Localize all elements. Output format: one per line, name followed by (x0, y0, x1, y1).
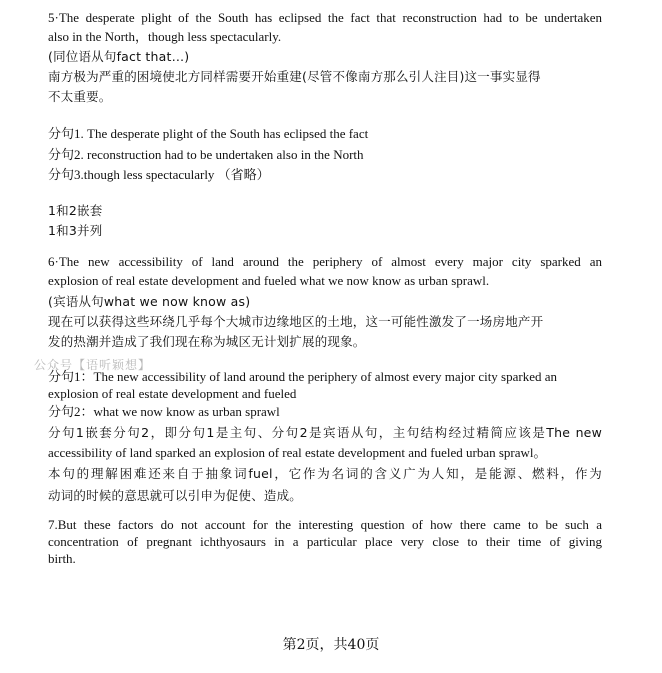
item7-sentence-line1: 7.But these factors do not account for the interesting question of how there came to be such a (48, 517, 602, 532)
item6-analysis-line2: accessibility of land sparked an explosion of real estate development and fueled urban sprawl。 (48, 445, 547, 460)
item7-sentence-line2: concentration of pregnant ichthyosaurs in a particular place very close to their time of giving (48, 534, 602, 549)
item6-clause1-line2: explosion of real estate development and fueled (48, 386, 297, 401)
item6-analysis-line3: 本句的理解困难还来自于抽象词fuel，它作为名词的含义广为人知，是能源、燃料，作为 (48, 466, 602, 481)
item6-analysis-line1: 分句1嵌套分句2，即分句1是主句、分句2是宾语从句，主句结构经过精简应该是The new (48, 425, 602, 440)
item5-note: (同位语从句fact that…) (48, 49, 190, 64)
item6-analysis-line4: 动词的时候的意思就可以引申为促使、造成。 (48, 488, 303, 503)
item6-sentence-line2: explosion of real estate development and fueled what we now know as urban sprawl. (48, 273, 490, 288)
watermark: 公众号【语听颖想】 (34, 358, 152, 372)
item6-sentence-line1: 6·The new accessibility of land around the periphery of almost every major city sparked an (48, 254, 602, 269)
item6-note: (宾语从句what we now know as) (48, 294, 251, 309)
item6-clause2: 分句2：what we now know as urban sprawl (48, 404, 280, 419)
item7-sentence-line3: birth. (48, 551, 76, 566)
item6-translation-line2: 发的热潮并造成了我们现在称为城区无计划扩展的现象。 (48, 334, 366, 349)
item5-relation1: 1和2嵌套 (48, 203, 103, 218)
item5-translation-line1: 南方极为严重的困境使北方同样需要开始重建(尽管不像南方那么引人注目)这一事实显得 (48, 69, 541, 84)
item5-relation2: 1和3并列 (48, 223, 103, 238)
item5-clause2: 分句2. reconstruction had to be undertaken also in the North (48, 147, 364, 162)
item5-clause1: 分句1. The desperate plight of the South has eclipsed the fact (48, 126, 369, 141)
page-footer: 第2页，共40页 (282, 637, 380, 653)
item6-translation-line1: 现在可以获得这些环绕几乎每个大城市边缘地区的土地，这一可能性激发了一场房地产开 (48, 314, 544, 329)
item5-translation-line2: 不太重要。 (48, 89, 112, 104)
item5-clause3: 分句3.though less spectacularly （省略） (48, 167, 270, 182)
item5-sentence-line2: also in the North，though less spectacularly. (48, 29, 282, 44)
item6-clause1-line1: 分句1：The new accessibility of land around the periphery of almost every major city sparked an (48, 369, 558, 384)
item5-sentence-line1: 5·The desperate plight of the South has eclipsed the fact that reconstruction had to be undertaken (48, 10, 602, 25)
